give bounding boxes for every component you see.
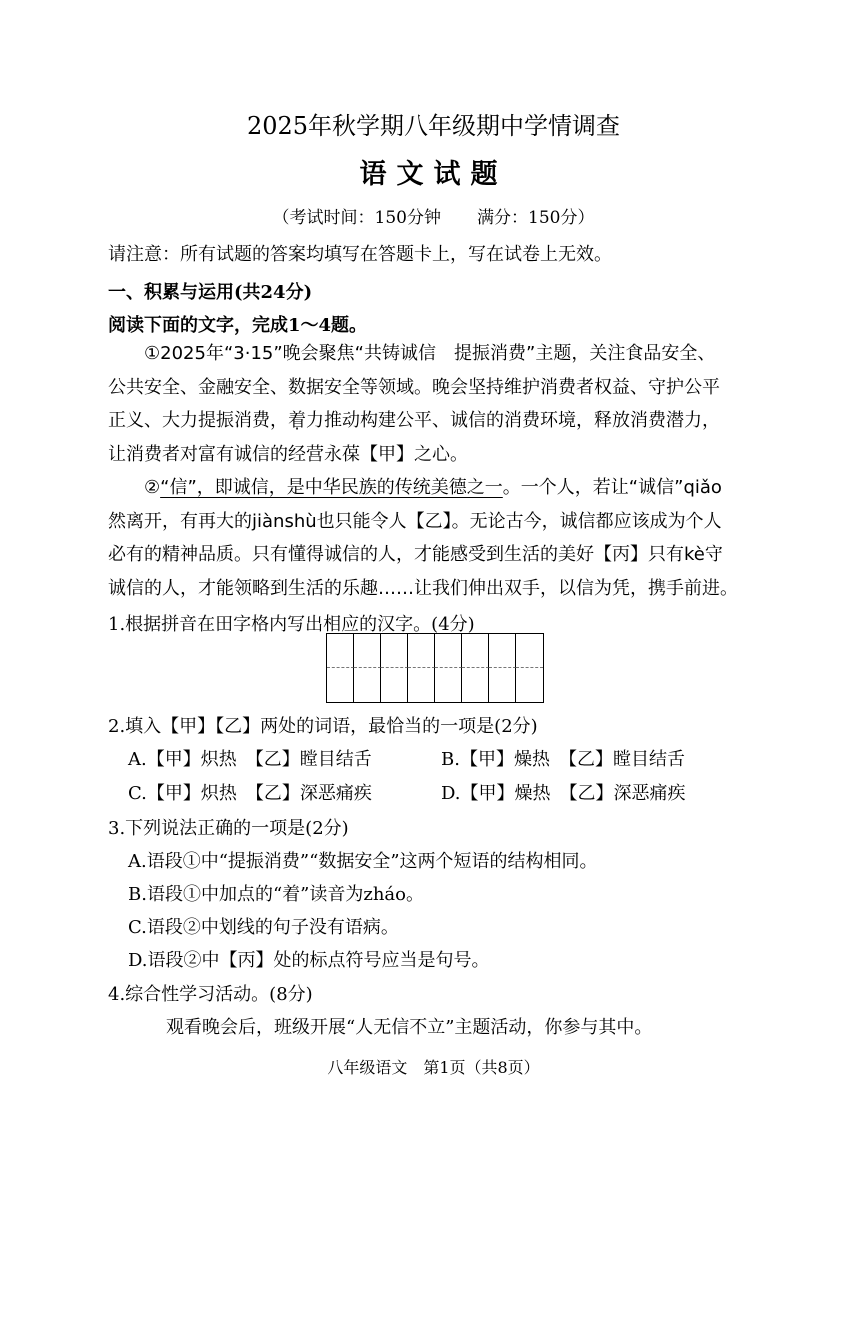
subject-title: 语文试题 (359, 159, 508, 190)
q2-option-c[interactable]: C.【甲】炽热 【乙】深恶痛疾 (128, 783, 372, 804)
section-instruction: 阅读下面的文字，完成1～4题。 (108, 315, 368, 336)
passage-2-line-1: ②“信”，即诚信，是中华民族的传统美德之一。一个人，若让“诚信”qiǎo (144, 477, 722, 498)
exam-score: 满分：150分） (477, 208, 595, 228)
q3-option-a[interactable]: A.语段①中“提振消费”“数据安全”这两个短语的结构相同。 (128, 851, 598, 872)
dotted-char: 着 (288, 410, 306, 431)
question-4-intro: 观看晚会后，班级开展“人无信不立”主题活动，你参与其中。 (166, 1017, 653, 1038)
section-heading: 一、积累与运用(共24分) (108, 282, 313, 303)
passage-2-line-3: 必有的精神品质。只有懂得诚信的人，才能感受到生活的美好【丙】只有kè守 (108, 544, 723, 565)
passage-1-line-1: ①2025年“3·15”晚会聚焦“共铸诚信 提振消费”主题，关注食品安全、 (144, 343, 716, 364)
q2-option-d[interactable]: D.【甲】燥热 【乙】深恶痛疾 (441, 783, 686, 804)
q3-option-c[interactable]: C.语段②中划线的句子没有语病。 (128, 917, 399, 938)
q2-option-a[interactable]: A.【甲】炽热 【乙】瞠目结舌 (128, 749, 372, 770)
exam-time: （考试时间：150分钟 (272, 208, 441, 228)
underlined-sentence: “信”，即诚信，是中华民族的传统美德之一 (160, 477, 503, 498)
q3-option-b[interactable]: B.语段①中加点的“着”读音为zháo。 (128, 884, 424, 905)
passage-1-line-3: 正义、大力提振消费，着力推动构建公平、诚信的消费环境，释放消费潜力， (108, 410, 720, 431)
passage-1-line-4: 让消费者对富有诚信的经营永葆【甲】之心。 (108, 443, 468, 465)
tianzige-grid[interactable] (326, 633, 544, 703)
passage-2-line-4: 诚信的人，才能领略到生活的乐趣……让我们伸出双手，以信为凭，携手前进。 (108, 577, 738, 599)
page-footer: 八年级语文 第1页（共8页） (327, 1058, 540, 1077)
exam-title: 2025年秋学期八年级期中学情调查 (246, 112, 621, 140)
passage-1-line-2: 公共安全、金融安全、数据安全等领域。晚会坚持维护消费者权益、守护公平 (108, 376, 720, 398)
q3-option-d[interactable]: D.语段②中【丙】处的标点符号应当是句号。 (128, 950, 490, 971)
notice: 请注意：所有试题的答案均填写在答题卡上，写在试卷上无效。 (108, 244, 612, 265)
question-2: 2.填入【甲】【乙】两处的词语，最恰当的一项是(2分) (108, 716, 538, 737)
q2-option-b[interactable]: B.【甲】燥热 【乙】瞠目结舌 (441, 749, 685, 770)
passage-1 (108, 337, 748, 471)
question-3: 3.下列说法正确的一项是(2分) (108, 818, 349, 839)
question-4: 4.综合性学习活动。(8分) (108, 984, 313, 1005)
question-1: 1.根据拼音在田字格内写出相应的汉字。(4分) (108, 614, 475, 635)
exam-info (0, 203, 867, 228)
passage-2-line-2: 然离开，有再大的jiànshù也只能令人【乙】。无论古今，诚信都应该成为个人 (108, 510, 722, 532)
passage-2 (108, 471, 748, 605)
